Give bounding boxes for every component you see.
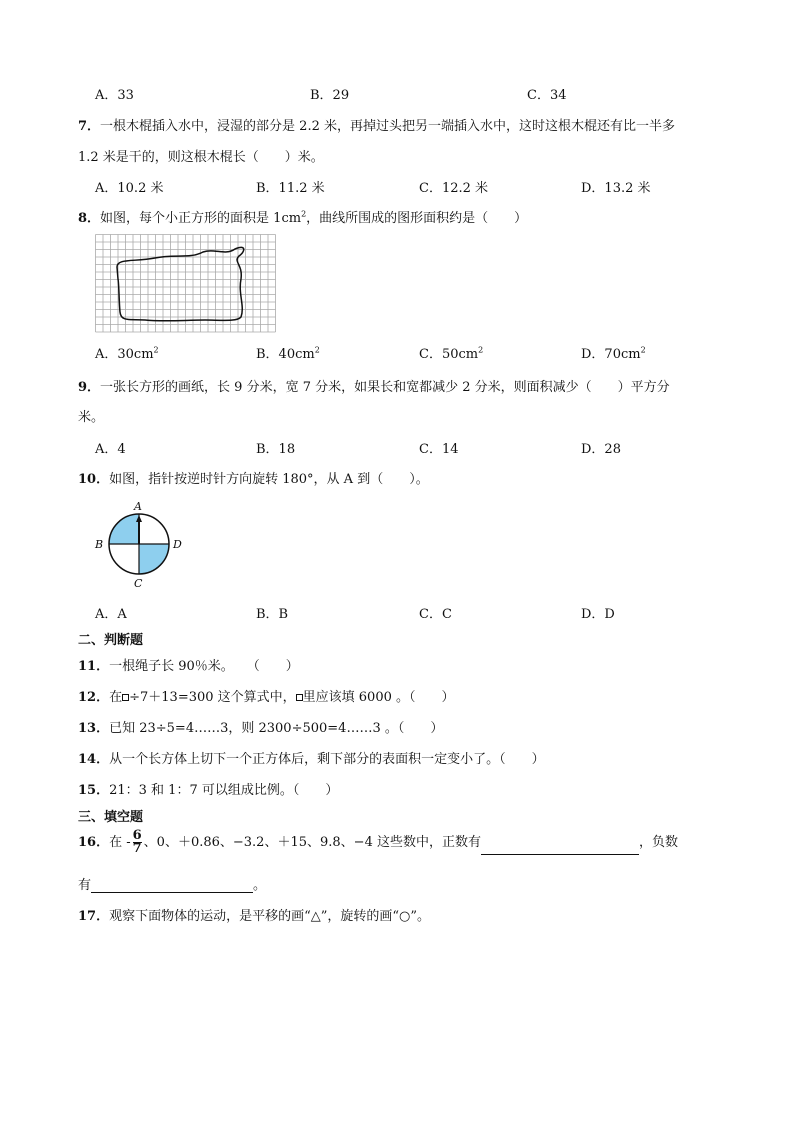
fraction-denominator: 7 (132, 841, 142, 856)
q7-option-a: A．10.2 米 (95, 181, 164, 196)
q8-option-b-sup: 2 (314, 345, 320, 355)
q8-option-d (581, 343, 646, 362)
negative-numbers-blank[interactable] (91, 880, 253, 893)
q13-number: 13． (78, 721, 110, 736)
section-fill-heading: 三、填空题 (78, 810, 144, 825)
label-a: A (134, 500, 142, 513)
q16-text-post: ，负数 (638, 835, 678, 850)
q7-option-d: D．13.2 米 (581, 181, 651, 196)
q8-option-a-sup: 2 (153, 345, 159, 355)
q10-option-b: B．B (256, 607, 289, 622)
q8-option-d-sup: 2 (640, 345, 646, 355)
q9-line1 (78, 376, 670, 395)
q16-number: 16． (78, 835, 110, 850)
q16-line2-post: 。 (253, 878, 267, 893)
q8-option-a (95, 343, 159, 362)
q6-option-c: C．34 (527, 88, 567, 103)
q8-option-c (419, 343, 483, 362)
q10-option-d: D．D (581, 607, 615, 622)
q12-text-post: ÷7＋13=300 这个算式中， (129, 690, 296, 705)
q15-text: 21：3 和 1：7 可以组成比例。（ ） (109, 783, 339, 798)
q12-number: 12． (78, 690, 110, 705)
q12-line (78, 686, 455, 705)
section-judgement-heading: 二、判断题 (78, 633, 144, 648)
q7-line2: 1.2 米是干的，则这根木棍长（ ）米。 (78, 150, 324, 165)
q16-line1 (78, 830, 678, 855)
q8-option-a-label: A．30cm (95, 347, 154, 362)
q8-line (78, 207, 527, 226)
rotation-dial-figure (93, 497, 185, 589)
q10-text: 如图，指针按逆时针方向旋转 180°，从 A 到（ ）。 (109, 472, 429, 487)
grid-figure (95, 234, 277, 333)
q9-number: 9． (78, 380, 101, 395)
label-c: C (134, 577, 143, 589)
q8-number: 8． (78, 211, 101, 226)
q12-text-post2: 里应该填 6000 。（ ） (302, 690, 455, 705)
q13-line (78, 717, 443, 736)
q6-option-a: A．33 (95, 88, 134, 103)
fraction-six-sevenths (133, 830, 142, 855)
q11-number: 11． (78, 659, 110, 674)
q8-option-c-label: C．50cm (419, 347, 479, 362)
q13-text: 已知 23÷5=4……3，则 2300÷500=4……3 。（ ） (109, 721, 444, 736)
q8-option-d-label: D．70cm (581, 347, 641, 362)
q14-number: 14． (78, 752, 110, 767)
q16-text-pre: 在 - (109, 835, 131, 850)
q8-option-c-sup: 2 (478, 345, 484, 355)
q8-text-b: ，曲线所围成的图形面积约是（ ） (306, 211, 528, 226)
q7-number: 7． (78, 119, 101, 134)
q15-number: 15． (78, 783, 110, 798)
fraction-numerator: 6 (132, 828, 142, 843)
q7-option-b: B．11.2 米 (256, 181, 325, 196)
q11-line (78, 655, 299, 674)
q9-line2: 米。 (78, 410, 105, 425)
q16-text-mid: 、0、＋0.86、−3.2、＋15、9.8、−4 这些数中，正数有 (143, 835, 481, 850)
q8-option-b (256, 343, 320, 362)
q9-text-1: 一张长方形的画纸，长 9 分米，宽 7 分米，如果长和宽都减少 2 分米，则面积减少（ ）平方分 (100, 380, 670, 395)
q11-text: 一根绳子长 90％米。 （ ） (109, 659, 299, 674)
label-d: D (173, 538, 182, 551)
q9-option-d: D．28 (581, 442, 621, 457)
q10-option-a: A．A (95, 607, 127, 622)
q9-option-c: C．14 (419, 442, 459, 457)
q16-line2 (78, 874, 266, 893)
q7-text-1: 一根木棍插入水中，浸湿的部分是 2.2 米，再掉过头把另一端插入水中，这时这根木棍还有比一半多 (100, 119, 675, 134)
q14-line (78, 748, 545, 767)
q17-line (78, 905, 430, 924)
q17-number: 17． (78, 909, 110, 924)
q8-option-b-label: B．40cm (256, 347, 315, 362)
q7-option-c: C．12.2 米 (419, 181, 489, 196)
q12-text-pre: 在 (109, 690, 123, 705)
q10-option-c: C．C (419, 607, 452, 622)
q10-number: 10． (78, 472, 110, 487)
q8-text-a: 如图，每个小正方形的面积是 1cm (100, 211, 302, 226)
q16-line2-pre: 有 (78, 878, 92, 893)
label-b: B (95, 538, 104, 551)
q17-text: 观察下面物体的运动，是平移的画“△”，旋转的画“○”。 (109, 909, 431, 924)
q9-option-a: A．4 (95, 442, 126, 457)
q6-option-b: B．29 (310, 88, 350, 103)
q9-option-b: B．18 (256, 442, 296, 457)
box-symbol (296, 694, 303, 701)
q15-line (78, 779, 338, 798)
q7-line1 (78, 115, 675, 134)
q10-line (78, 468, 429, 487)
q14-text: 从一个长方体上切下一个正方体后，剩下部分的表面积一定变小了。（ ） (109, 752, 545, 767)
positive-numbers-blank[interactable] (481, 842, 639, 855)
q8-sup: 2 (301, 209, 307, 219)
